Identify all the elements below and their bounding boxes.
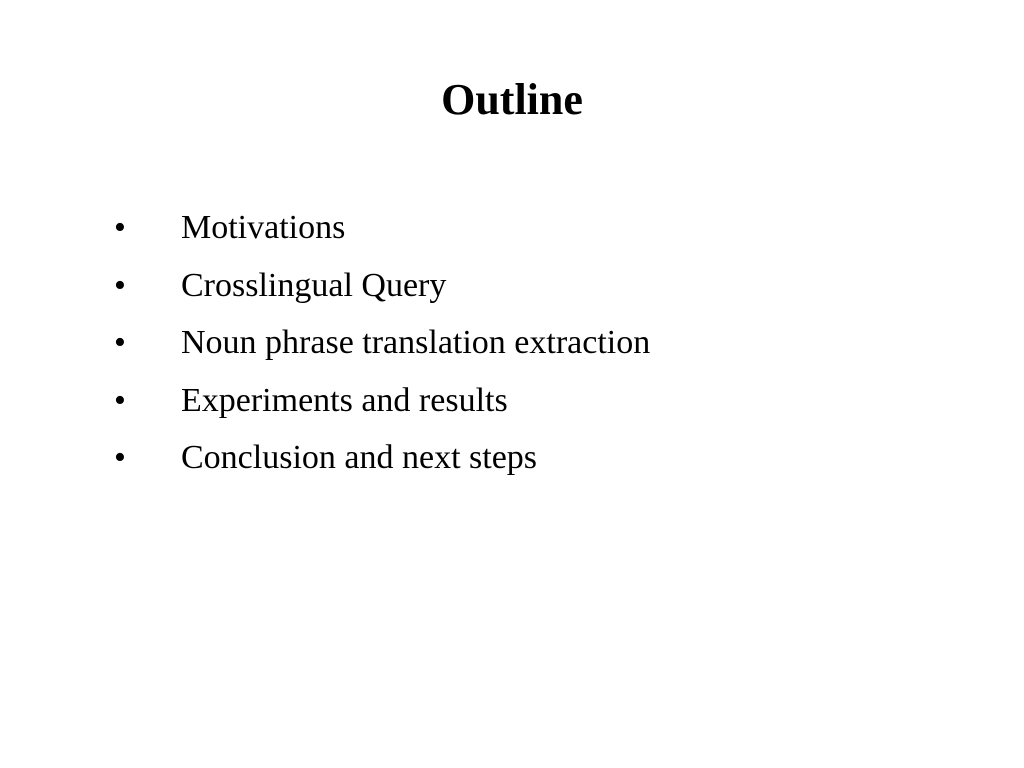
bullet-icon: • xyxy=(114,324,126,361)
list-item xyxy=(110,320,650,378)
list-item xyxy=(110,435,650,493)
list-item-text: Motivations xyxy=(181,209,346,246)
bullet-list xyxy=(110,205,650,493)
list-item-text: Noun phrase translation extraction xyxy=(181,324,651,361)
bullet-icon: • xyxy=(114,266,126,304)
bullet-icon: • xyxy=(114,381,126,419)
slide-title: Outline xyxy=(441,75,583,124)
list-item xyxy=(110,205,650,263)
list-item xyxy=(110,378,650,436)
list-item xyxy=(110,263,650,321)
list-item-text: Conclusion and next steps xyxy=(181,439,538,476)
bullet-icon: • xyxy=(114,439,126,476)
bullet-icon: • xyxy=(114,209,126,246)
list-item-text: Crosslingual Query xyxy=(181,266,447,304)
list-item-text: Experiments and results xyxy=(181,381,508,419)
